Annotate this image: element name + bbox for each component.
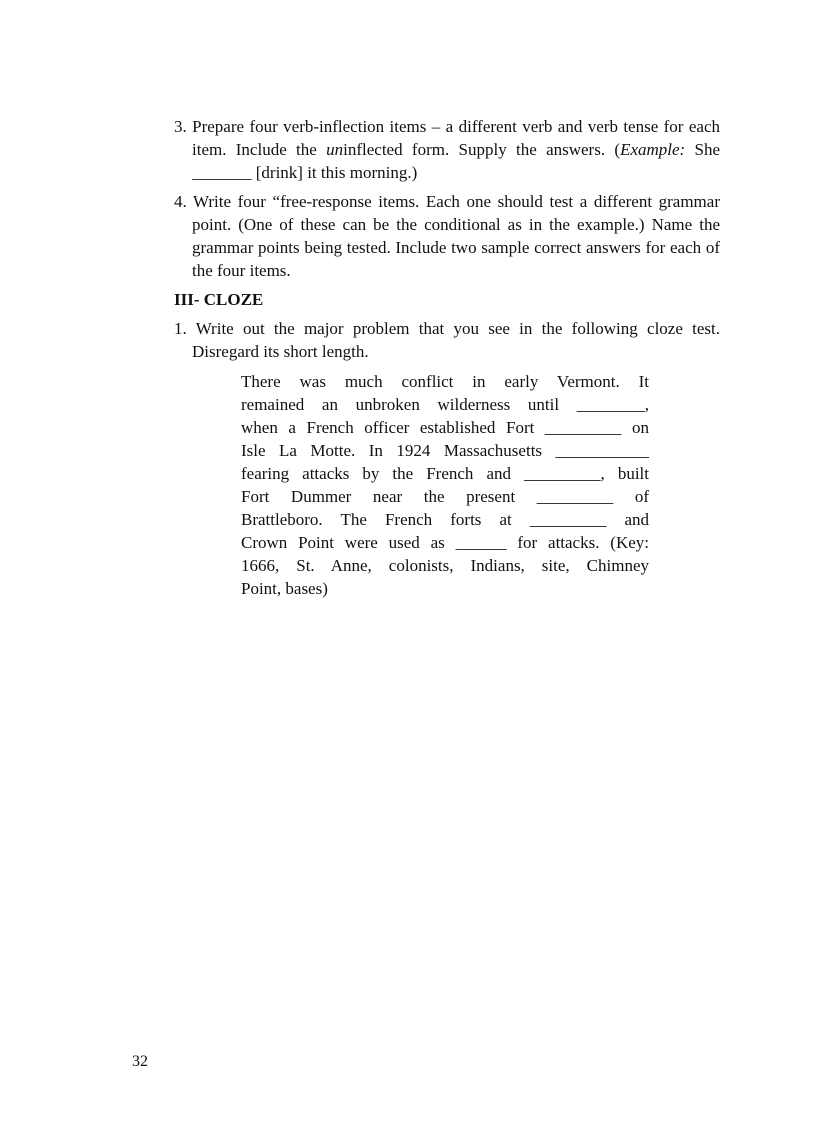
cloze-line: Fort Dummer near the present _________ of bbox=[241, 487, 649, 506]
section-heading: III- CLOZE bbox=[174, 290, 264, 309]
page-content bbox=[174, 115, 720, 600]
cloze-line: when a French officer established Fort _________ on bbox=[241, 418, 649, 437]
cloze-line: 1666, St. Anne, colonists, Indians, site, Chimney bbox=[241, 556, 649, 575]
item-3-text-a: 3. Prepare four verb-inflection items – a different verb and verb tense for each item. Include the bbox=[174, 117, 720, 159]
item-3-emphasis: un bbox=[326, 140, 344, 159]
cloze-line: Isle La Motte. In 1924 Massachusetts ___________ bbox=[241, 441, 649, 460]
cloze-line: fearing attacks by the French and _________, built bbox=[241, 464, 649, 483]
cloze-instruction: 1. Write out the major problem that you see in the following cloze test. Disregard its short length. bbox=[174, 319, 720, 361]
cloze-line: remained an unbroken wilderness until ________, bbox=[241, 395, 649, 414]
item-3-example-label: Example: bbox=[620, 140, 686, 159]
cloze-passage bbox=[241, 370, 649, 600]
exercise-item-4: 4. Write four “free-response items. Each one should test a different grammar point. (One of these can be the conditional as in the example.) Name the grammar points being tested. Include two sample correct answers for each of the four items. bbox=[174, 192, 720, 280]
cloze-line: Crown Point were used as ______ for attacks. (Key: bbox=[241, 533, 649, 552]
cloze-line: There was much conflict in early Vermont. It bbox=[241, 372, 649, 391]
exercise-item-3 bbox=[174, 115, 720, 184]
cloze-line: Brattleboro. The French forts at _________ and bbox=[241, 510, 649, 529]
item-3-text-c: She _______ [drink] it this morning.) bbox=[192, 140, 721, 182]
page-number: 32 bbox=[132, 1053, 148, 1070]
cloze-line: Point, bases) bbox=[241, 579, 328, 598]
item-3-text-b: inflected form. Supply the answers. ( bbox=[343, 140, 621, 159]
